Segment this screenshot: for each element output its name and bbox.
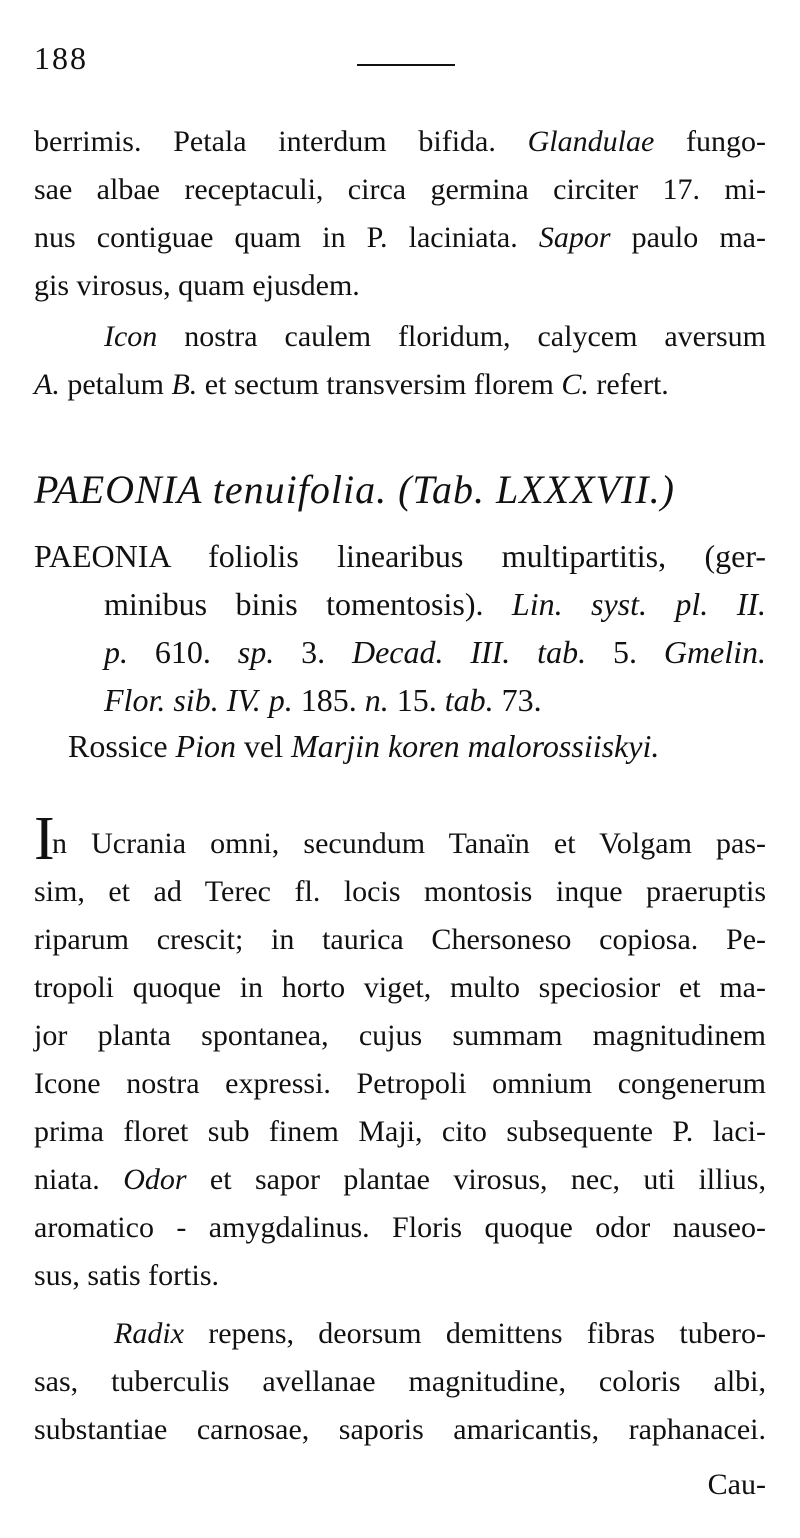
text-line: Flor. sib. IV. p. 185. n. 15. tab. 73. bbox=[104, 682, 542, 718]
text-line: prima floret sub finem Maji, cito subsequente P. laci- bbox=[34, 1115, 766, 1148]
text-line: tropoli quoque in horto viget, multo speciosior et ma- bbox=[34, 971, 766, 1004]
text-line: nus contiguae quam in P. laciniata. Sapor paulo ma- bbox=[34, 221, 766, 254]
text-line: sae albae receptaculi, circa germina circiter 17. mi- bbox=[34, 173, 766, 206]
catchword: Cau- bbox=[707, 1468, 766, 1501]
text-line: p. 610. sp. 3. Decad. III. tab. 5. Gmelin. bbox=[104, 634, 767, 670]
russian-name: Rossice Pion vel Marjin koren malorossiiskyi. bbox=[68, 728, 660, 764]
text-line: substantiae carnosae, saporis amaricantis, raphanacei. bbox=[34, 1413, 766, 1446]
text-line: minibus binis tomentosis). Lin. syst. pl. II. bbox=[104, 586, 767, 622]
paragraph-petals bbox=[34, 118, 766, 310]
text-line: jor planta spontanea, cujus summam magnitudinem bbox=[34, 1019, 766, 1052]
text-line: Icone nostra expressi. Petropoli omnium congenerum bbox=[34, 1067, 766, 1100]
drop-cap: I bbox=[34, 805, 55, 873]
text-line: sus, satis fortis. bbox=[34, 1259, 220, 1292]
species-title: PAEONIA tenuifolia. (Tab. LXXXVII.) bbox=[34, 467, 675, 512]
text-line: berrimis. Petala interdum bifida. Glandulae fungo- bbox=[34, 125, 767, 158]
text-line: riparum crescit; in taurica Chersoneso copiosa. Pe- bbox=[34, 923, 766, 956]
paragraph-habitat bbox=[34, 820, 766, 1300]
text-line: Radix repens, deorsum demittens fibras tubero- bbox=[114, 1317, 766, 1350]
text-line: gis virosus, quam ejusdem. bbox=[34, 269, 360, 302]
paragraph-root bbox=[34, 1310, 766, 1454]
text-line: A. petalum B. et sectum transversim florem C. refert. bbox=[34, 368, 669, 401]
text-line: sim, et ad Terec fl. locis montosis inque praeruptis bbox=[34, 875, 766, 908]
header-rule bbox=[357, 64, 455, 66]
page-number: 188 bbox=[34, 40, 88, 76]
paragraph-icon bbox=[34, 313, 766, 409]
text-line: PAEONIA foliolis linearibus multipartitis, (ger- bbox=[34, 538, 766, 574]
text-line: niata. Odor et sapor plantae virosus, nec, uti illius, bbox=[34, 1163, 766, 1196]
species-diagnosis bbox=[34, 532, 766, 724]
text-line: aromatico - amygdalinus. Floris quoque odor nauseo- bbox=[34, 1211, 766, 1244]
text-line: Icon nostra caulem floridum, calycem aversum bbox=[104, 320, 766, 353]
text-line: sas, tuberculis avellanae magnitudine, coloris albi, bbox=[34, 1365, 766, 1398]
text-line: n Ucrania omni, secundum Tanaïn et Volgam pas- bbox=[52, 827, 766, 860]
